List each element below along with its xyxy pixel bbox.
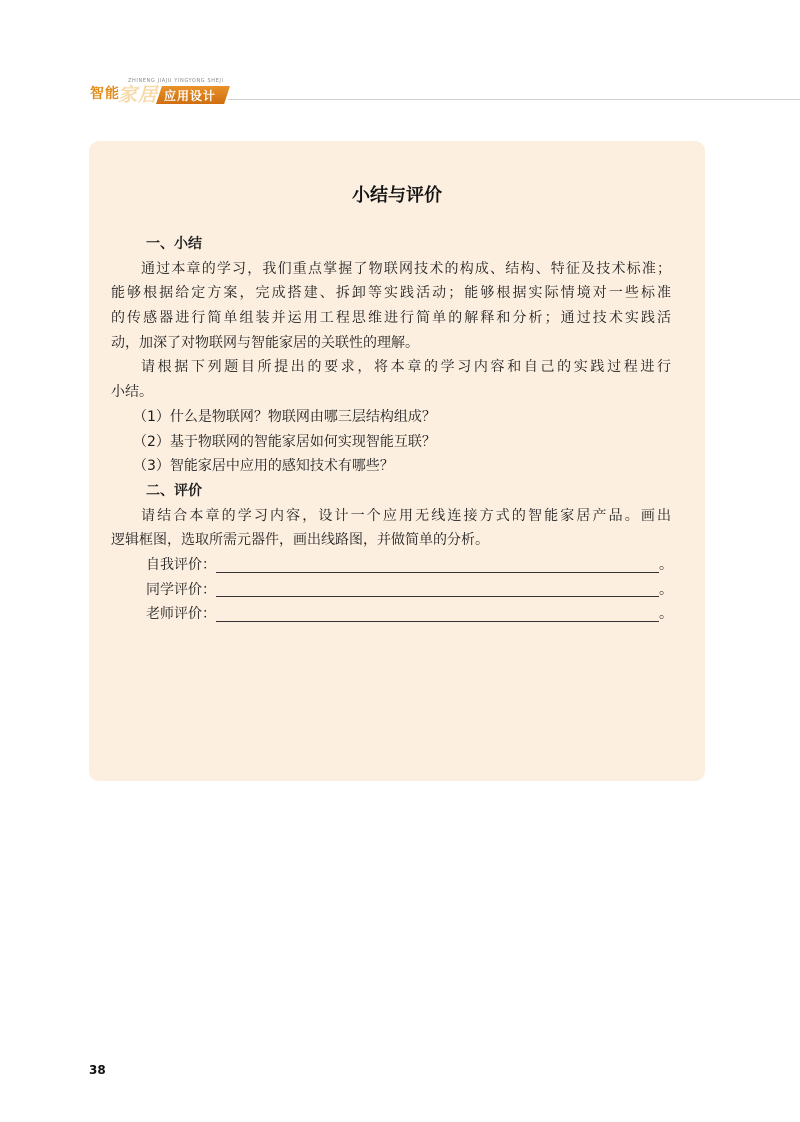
teacher-evaluation-end: 。 — [659, 606, 673, 623]
logo-text-jiaju: 家居 — [118, 84, 159, 106]
evaluation-paragraph-line: 请结合本章的学习内容，设计一个应用无线连接方式的智能家居产品。画出 — [141, 507, 671, 524]
page-number: 38 — [89, 1063, 106, 1077]
self-evaluation-blank[interactable] — [216, 556, 659, 573]
evaluation-heading: 二、评价 — [146, 482, 202, 499]
self-evaluation-label: 自我评价： — [146, 556, 216, 573]
teacher-evaluation-label: 老师评价： — [146, 606, 216, 623]
header-pinyin: ZHINENG JIAJU YINGYONG SHEJI — [128, 78, 224, 84]
question-item: （2）基于物联网的智能家居如何实现智能互联？ — [133, 433, 436, 450]
instruction-line: 请根据下列题目所提出的要求，将本章的学习内容和自己的实践过程进行 — [141, 359, 671, 376]
peer-evaluation-end: 。 — [659, 581, 673, 598]
logo-text-zhineng: 智能 — [90, 86, 120, 102]
self-evaluation-end: 。 — [659, 556, 673, 573]
summary-heading: 一、小结 — [146, 236, 202, 252]
logo-text-yingyongsheji: 应用设计 — [164, 89, 217, 103]
summary-paragraph-line: 能够根据给定方案，完成搭建、拆卸等实践活动；能够根据实际情境对一些标准 — [111, 285, 671, 302]
peer-evaluation-blank[interactable] — [216, 580, 659, 597]
peer-evaluation-row — [111, 578, 671, 603]
header-divider — [228, 99, 800, 100]
peer-evaluation-label: 同学评价： — [146, 581, 216, 598]
self-evaluation-row — [111, 553, 671, 578]
summary-paragraph-line: 通过本章的学习，我们重点掌握了物联网技术的构成、结构、特征及技术标准； — [141, 260, 671, 277]
instruction-line: 小结。 — [111, 384, 153, 401]
teacher-evaluation-blank[interactable] — [216, 605, 659, 622]
teacher-evaluation-row — [111, 602, 671, 627]
page-header — [0, 0, 800, 110]
summary-paragraph-line: 动，加深了对物联网与智能家居的关联性的理解。 — [111, 334, 419, 351]
evaluation-paragraph-line: 逻辑框图，选取所需元器件，画出线路图，并做简单的分析。 — [111, 532, 489, 549]
content-body — [111, 232, 671, 627]
question-item: （3）智能家居中应用的感知技术有哪些？ — [133, 458, 394, 475]
page-title: 小结与评价 — [352, 185, 442, 206]
question-item: （1）什么是物联网？物联网由哪三层结构组成？ — [133, 408, 436, 425]
summary-paragraph-line: 的传感器进行简单组装并运用工程思维进行简单的解释和分析；通过技术实践活 — [111, 310, 671, 327]
